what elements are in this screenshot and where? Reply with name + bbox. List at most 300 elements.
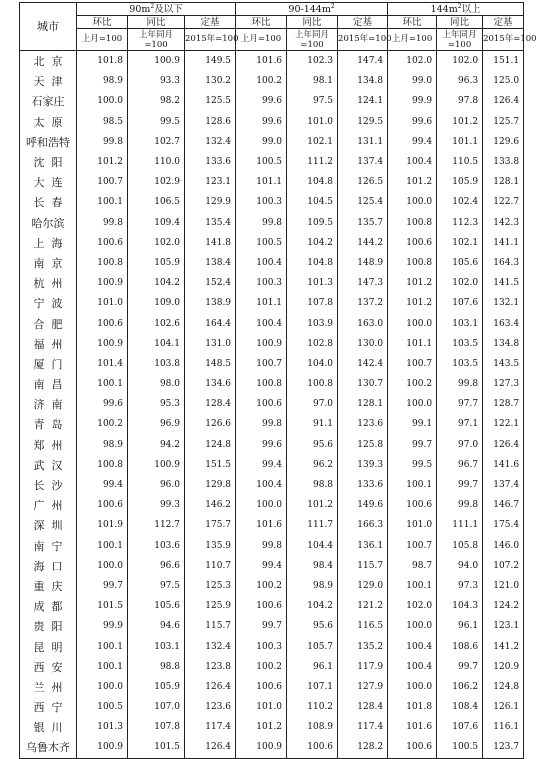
value-cell: 141.5	[483, 273, 524, 293]
value-cell: 125.3	[185, 576, 236, 596]
value-cell: 97.7	[437, 394, 483, 414]
value-cell: 101.2	[388, 172, 437, 192]
value-cell: 100.1	[388, 475, 437, 495]
value-cell: 99.8	[236, 213, 287, 233]
value-cell: 99.8	[437, 495, 483, 515]
value-cell: 104.0	[287, 354, 338, 374]
value-cell: 129.6	[483, 132, 524, 152]
value-cell: 100.3	[236, 636, 287, 656]
value-cell: 100.9	[128, 51, 185, 72]
value-cell: 98.1	[287, 71, 338, 91]
value-cell: 105.7	[287, 636, 338, 656]
value-cell: 100.2	[236, 657, 287, 677]
value-cell: 102.0	[437, 51, 483, 72]
value-cell: 133.6	[338, 475, 388, 495]
value-cell: 142.4	[338, 354, 388, 374]
city-name-cell: 长春	[20, 192, 77, 212]
table-row	[20, 192, 524, 212]
col-header-yoy: 同比	[437, 16, 483, 29]
table-row	[20, 253, 524, 273]
value-cell: 106.2	[437, 677, 483, 697]
base-label-mom: 上月=100	[77, 29, 128, 51]
base-label-yoy: 上年同月=100	[287, 29, 338, 51]
city-name-cell: 贵阳	[20, 616, 77, 636]
value-cell: 107.2	[483, 556, 524, 576]
value-cell: 100.3	[236, 192, 287, 212]
value-cell: 146.2	[185, 495, 236, 515]
value-cell: 146.7	[483, 495, 524, 515]
value-cell: 99.8	[236, 536, 287, 556]
value-cell: 134.6	[185, 374, 236, 394]
value-cell: 110.5	[437, 152, 483, 172]
city-name-cell: 西安	[20, 657, 77, 677]
table-body	[20, 51, 524, 759]
value-cell: 130.0	[338, 334, 388, 354]
value-cell: 101.9	[77, 515, 128, 535]
value-cell: 99.7	[388, 435, 437, 455]
value-cell: 101.1	[236, 172, 287, 192]
value-cell: 100.9	[77, 334, 128, 354]
value-cell: 149.5	[185, 51, 236, 72]
value-cell: 95.3	[128, 394, 185, 414]
value-cell: 110.7	[185, 556, 236, 576]
value-cell: 99.9	[77, 616, 128, 636]
value-cell: 141.8	[185, 233, 236, 253]
value-cell: 100.0	[388, 677, 437, 697]
value-cell: 100.0	[388, 313, 437, 333]
value-cell: 126.4	[483, 91, 524, 111]
city-name-cell: 郑州	[20, 435, 77, 455]
value-cell: 135.7	[338, 213, 388, 233]
base-label-base: 2015年=100	[185, 29, 236, 51]
value-cell: 123.6	[338, 414, 388, 434]
value-cell: 147.3	[338, 273, 388, 293]
value-cell: 109.5	[287, 213, 338, 233]
value-cell: 146.0	[483, 536, 524, 556]
value-cell: 136.1	[338, 536, 388, 556]
value-cell: 100.6	[236, 596, 287, 616]
value-cell: 100.3	[236, 273, 287, 293]
value-cell: 99.4	[236, 455, 287, 475]
value-cell: 134.8	[338, 71, 388, 91]
table-row	[20, 313, 524, 333]
value-cell: 139.3	[338, 455, 388, 475]
value-cell: 105.6	[128, 596, 185, 616]
value-cell: 99.6	[388, 112, 437, 132]
value-cell: 99.4	[388, 132, 437, 152]
value-cell: 99.7	[236, 616, 287, 636]
value-cell: 100.4	[388, 657, 437, 677]
value-cell: 101.1	[236, 293, 287, 313]
value-cell: 99.9	[388, 91, 437, 111]
city-name-cell: 昆明	[20, 636, 77, 656]
value-cell: 108.4	[437, 697, 483, 717]
table-row	[20, 132, 524, 152]
value-cell: 101.5	[128, 737, 185, 758]
value-cell: 134.8	[483, 334, 524, 354]
value-cell: 100.6	[236, 677, 287, 697]
value-cell: 97.0	[437, 435, 483, 455]
table-row	[20, 394, 524, 414]
value-cell: 104.5	[287, 192, 338, 212]
value-cell: 126.1	[483, 697, 524, 717]
value-cell: 105.9	[128, 253, 185, 273]
table-row	[20, 152, 524, 172]
value-cell: 100.2	[77, 414, 128, 434]
value-cell: 121.2	[338, 596, 388, 616]
value-cell: 112.3	[437, 213, 483, 233]
city-name-cell: 福州	[20, 334, 77, 354]
value-cell: 101.2	[287, 495, 338, 515]
value-cell: 101.2	[437, 112, 483, 132]
value-cell: 101.2	[388, 273, 437, 293]
value-cell: 125.9	[185, 596, 236, 616]
value-cell: 102.8	[287, 334, 338, 354]
value-cell: 126.4	[185, 677, 236, 697]
value-cell: 96.6	[128, 556, 185, 576]
value-cell: 100.4	[236, 253, 287, 273]
city-name-cell: 海口	[20, 556, 77, 576]
table-row	[20, 697, 524, 717]
value-cell: 98.2	[128, 91, 185, 111]
value-cell: 103.1	[128, 636, 185, 656]
value-cell: 105.9	[128, 677, 185, 697]
value-cell: 135.4	[185, 213, 236, 233]
value-cell: 99.8	[77, 132, 128, 152]
value-cell: 101.8	[388, 697, 437, 717]
value-cell: 100.9	[236, 737, 287, 758]
value-cell: 97.0	[287, 394, 338, 414]
value-cell: 135.2	[338, 636, 388, 656]
value-cell: 100.7	[388, 354, 437, 374]
table-row	[20, 596, 524, 616]
city-name-cell: 长沙	[20, 475, 77, 495]
value-cell: 101.5	[77, 596, 128, 616]
value-cell: 100.1	[77, 192, 128, 212]
value-cell: 99.7	[77, 576, 128, 596]
value-cell: 124.1	[338, 91, 388, 111]
value-cell: 94.0	[437, 556, 483, 576]
value-cell: 100.6	[388, 737, 437, 758]
value-cell: 117.4	[338, 717, 388, 737]
value-cell: 129.0	[338, 576, 388, 596]
value-cell: 175.7	[185, 515, 236, 535]
value-cell: 127.9	[338, 677, 388, 697]
value-cell: 100.2	[236, 576, 287, 596]
value-cell: 151.5	[185, 455, 236, 475]
city-name-cell: 南宁	[20, 536, 77, 556]
value-cell: 104.3	[437, 596, 483, 616]
value-cell: 101.2	[388, 293, 437, 313]
value-cell: 98.4	[287, 556, 338, 576]
city-name-cell: 宁波	[20, 293, 77, 313]
table-row	[20, 576, 524, 596]
value-cell: 99.7	[437, 657, 483, 677]
value-cell: 163.0	[338, 313, 388, 333]
value-cell: 175.4	[483, 515, 524, 535]
value-cell: 100.9	[77, 737, 128, 758]
value-cell: 148.9	[338, 253, 388, 273]
value-cell: 98.9	[287, 576, 338, 596]
value-cell: 99.1	[388, 414, 437, 434]
table-row	[20, 455, 524, 475]
city-name-cell: 成都	[20, 596, 77, 616]
city-name-cell: 西宁	[20, 697, 77, 717]
value-cell: 100.5	[77, 697, 128, 717]
table-row	[20, 172, 524, 192]
table-row	[20, 374, 524, 394]
value-cell: 96.7	[437, 455, 483, 475]
value-cell: 107.0	[128, 697, 185, 717]
value-cell: 124.8	[185, 435, 236, 455]
value-cell: 100.8	[388, 253, 437, 273]
value-cell: 131.1	[338, 132, 388, 152]
city-name-cell: 上海	[20, 233, 77, 253]
value-cell: 100.6	[77, 313, 128, 333]
value-cell: 101.0	[388, 515, 437, 535]
value-cell: 100.5	[236, 233, 287, 253]
value-cell: 103.1	[437, 313, 483, 333]
value-cell: 123.6	[185, 697, 236, 717]
base-label-base: 2015年=100	[338, 29, 388, 51]
value-cell: 98.5	[77, 112, 128, 132]
value-cell: 108.9	[287, 717, 338, 737]
value-cell: 101.2	[77, 152, 128, 172]
value-cell: 96.0	[128, 475, 185, 495]
value-cell: 100.8	[77, 253, 128, 273]
value-cell: 95.6	[287, 616, 338, 636]
value-cell: 163.4	[483, 313, 524, 333]
value-cell: 107.6	[437, 293, 483, 313]
value-cell: 100.6	[236, 394, 287, 414]
value-cell: 148.5	[185, 354, 236, 374]
value-cell: 128.6	[185, 112, 236, 132]
value-cell: 141.1	[483, 233, 524, 253]
table-row	[20, 213, 524, 233]
base-label-mom: 上月=100	[388, 29, 437, 51]
value-cell: 100.0	[236, 495, 287, 515]
value-cell: 128.4	[185, 394, 236, 414]
value-cell: 104.4	[287, 536, 338, 556]
value-cell: 137.4	[338, 152, 388, 172]
value-cell: 96.2	[287, 455, 338, 475]
value-cell: 101.1	[437, 132, 483, 152]
value-cell: 97.5	[287, 91, 338, 111]
value-cell: 117.9	[338, 657, 388, 677]
table-row	[20, 354, 524, 374]
value-cell: 164.3	[483, 253, 524, 273]
city-name-cell: 厦门	[20, 354, 77, 374]
value-cell: 105.9	[437, 172, 483, 192]
table-row	[20, 515, 524, 535]
value-cell: 100.0	[388, 616, 437, 636]
table-row	[20, 414, 524, 434]
value-cell: 141.2	[483, 636, 524, 656]
value-cell: 116.5	[338, 616, 388, 636]
value-cell: 111.1	[437, 515, 483, 535]
value-cell: 100.0	[77, 91, 128, 111]
value-cell: 100.1	[388, 576, 437, 596]
city-name-cell: 合肥	[20, 313, 77, 333]
value-cell: 132.4	[185, 636, 236, 656]
value-cell: 131.0	[185, 334, 236, 354]
group-header-medium: $90-144m^2$	[236, 3, 388, 16]
value-cell: 128.7	[483, 394, 524, 414]
value-cell: 126.4	[185, 737, 236, 758]
city-column-header: 城市	[20, 3, 77, 51]
value-cell: 123.1	[185, 172, 236, 192]
table-row	[20, 677, 524, 697]
table-row	[20, 233, 524, 253]
value-cell: 101.6	[236, 515, 287, 535]
value-cell: 100.2	[388, 374, 437, 394]
table-row	[20, 737, 524, 758]
value-cell: 100.9	[236, 334, 287, 354]
value-cell: 126.6	[185, 414, 236, 434]
value-cell: 100.7	[388, 536, 437, 556]
value-cell: 99.6	[236, 112, 287, 132]
value-cell: 96.1	[287, 657, 338, 677]
value-cell: 128.4	[338, 697, 388, 717]
value-cell: 96.3	[437, 71, 483, 91]
city-name-cell: 青岛	[20, 414, 77, 434]
value-cell: 144.2	[338, 233, 388, 253]
value-cell: 100.7	[77, 172, 128, 192]
value-cell: 101.3	[77, 717, 128, 737]
value-cell: 102.0	[388, 51, 437, 72]
value-cell: 132.4	[185, 132, 236, 152]
value-cell: 98.7	[388, 556, 437, 576]
city-name-cell: 太原	[20, 112, 77, 132]
table-row	[20, 495, 524, 515]
value-cell: 138.9	[185, 293, 236, 313]
value-cell: 102.0	[128, 233, 185, 253]
value-cell: 99.5	[128, 112, 185, 132]
value-cell: 97.8	[437, 91, 483, 111]
base-label-base: 2015年=100	[483, 29, 524, 51]
col-header-yoy: 同比	[128, 16, 185, 29]
value-cell: 99.3	[128, 495, 185, 515]
value-cell: 102.1	[437, 233, 483, 253]
value-cell: 125.5	[185, 91, 236, 111]
value-cell: 147.4	[338, 51, 388, 72]
value-cell: 130.2	[185, 71, 236, 91]
value-cell: 129.8	[185, 475, 236, 495]
value-cell: 99.4	[77, 475, 128, 495]
value-cell: 109.0	[128, 293, 185, 313]
value-cell: 94.6	[128, 616, 185, 636]
value-cell: 112.7	[128, 515, 185, 535]
value-cell: 125.4	[338, 192, 388, 212]
value-cell: 125.0	[483, 71, 524, 91]
value-cell: 122.1	[483, 414, 524, 434]
value-cell: 99.8	[236, 414, 287, 434]
value-cell: 107.8	[128, 717, 185, 737]
table-row	[20, 435, 524, 455]
group-header-large: $144m^2$以上	[388, 3, 524, 16]
value-cell: 100.1	[77, 536, 128, 556]
table-row	[20, 334, 524, 354]
value-cell: 166.3	[338, 515, 388, 535]
base-label-yoy: 上年同月=100	[128, 29, 185, 51]
city-name-cell: 南昌	[20, 374, 77, 394]
value-cell: 104.1	[128, 334, 185, 354]
value-cell: 101.0	[287, 112, 338, 132]
value-cell: 132.1	[483, 293, 524, 313]
value-cell: 115.7	[185, 616, 236, 636]
value-cell: 164.4	[185, 313, 236, 333]
table-row	[20, 71, 524, 91]
base-label-yoy: 上年同月=100	[437, 29, 483, 51]
value-cell: 91.1	[287, 414, 338, 434]
value-cell: 102.9	[128, 172, 185, 192]
city-name-cell: 武汉	[20, 455, 77, 475]
value-cell: 123.1	[483, 616, 524, 636]
value-cell: 100.6	[388, 233, 437, 253]
city-name-cell: 哈尔滨	[20, 213, 77, 233]
value-cell: 120.9	[483, 657, 524, 677]
col-header-mom: 环比	[77, 16, 128, 29]
value-cell: 99.8	[77, 213, 128, 233]
value-cell: 100.1	[77, 657, 128, 677]
value-cell: 141.6	[483, 455, 524, 475]
city-name-cell: 呼和浩特	[20, 132, 77, 152]
value-cell: 100.0	[388, 394, 437, 414]
value-cell: 129.5	[338, 112, 388, 132]
value-cell: 137.2	[338, 293, 388, 313]
value-cell: 102.6	[128, 313, 185, 333]
col-header-yoy: 同比	[287, 16, 338, 29]
city-name-cell: 大连	[20, 172, 77, 192]
city-name-cell: 重庆	[20, 576, 77, 596]
value-cell: 106.5	[128, 192, 185, 212]
value-cell: 143.5	[483, 354, 524, 374]
value-cell: 103.6	[128, 536, 185, 556]
value-cell: 101.8	[77, 51, 128, 72]
value-cell: 102.3	[287, 51, 338, 72]
table-row	[20, 616, 524, 636]
col-header-base: 定基	[483, 16, 524, 29]
table-row	[20, 273, 524, 293]
value-cell: 125.8	[338, 435, 388, 455]
value-cell: 115.7	[338, 556, 388, 576]
city-name-cell: 深圳	[20, 515, 77, 535]
value-cell: 100.0	[388, 192, 437, 212]
value-cell: 99.4	[236, 556, 287, 576]
value-cell: 111.7	[287, 515, 338, 535]
value-cell: 100.4	[388, 152, 437, 172]
value-cell: 125.7	[483, 112, 524, 132]
value-cell: 105.6	[437, 253, 483, 273]
value-cell: 101.0	[236, 697, 287, 717]
value-cell: 94.2	[128, 435, 185, 455]
table-row	[20, 51, 524, 72]
value-cell: 122.7	[483, 192, 524, 212]
value-cell: 100.2	[236, 71, 287, 91]
value-cell: 102.1	[287, 132, 338, 152]
value-cell: 107.6	[437, 717, 483, 737]
city-name-cell: 南京	[20, 253, 77, 273]
table-row	[20, 91, 524, 111]
value-cell: 102.0	[437, 273, 483, 293]
value-cell: 103.8	[128, 354, 185, 374]
city-name-cell: 广州	[20, 495, 77, 515]
value-cell: 128.2	[338, 737, 388, 758]
col-header-mom: 环比	[236, 16, 287, 29]
value-cell: 100.6	[77, 495, 128, 515]
col-header-base: 定基	[338, 16, 388, 29]
value-cell: 101.1	[388, 334, 437, 354]
